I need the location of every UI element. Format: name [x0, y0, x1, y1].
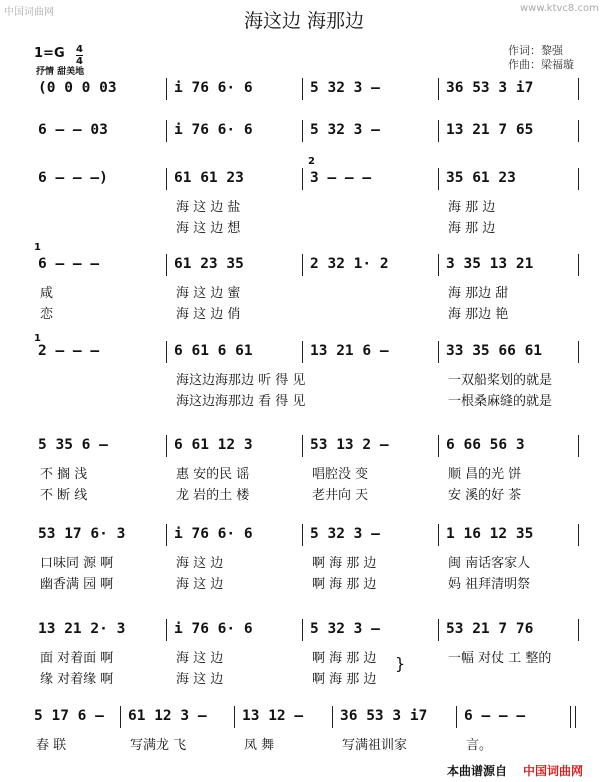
measure-notes: 53 21 7 76: [446, 621, 534, 637]
lyric-line: 海这边海那边 听 得 见: [176, 373, 306, 388]
measure-notes: 6 – – –: [464, 708, 526, 724]
bar-line: [438, 341, 439, 363]
lyric-line: 海 这 边 俏: [176, 307, 241, 322]
measure-notes: 1 16 12 35: [446, 526, 534, 542]
measure-notes: 5 32 3 –: [310, 526, 380, 542]
lyric-line: 凤 舞: [244, 738, 275, 753]
bar-line: [456, 706, 457, 728]
measure-notes: 13 12 –: [242, 708, 304, 724]
lyric-line: 恋: [40, 307, 54, 322]
watermark-right: www.ktvc8.com: [520, 3, 599, 14]
bar-line: [438, 619, 439, 641]
measure-notes: 61 12 3 –: [128, 708, 207, 724]
footer-site[interactable]: 中国词曲网: [523, 764, 584, 778]
measure-notes: 5 17 6 –: [34, 708, 104, 724]
measure-notes: 5 32 3 –: [310, 122, 380, 138]
bar-line: [302, 120, 303, 142]
measure-notes: 3 – – –: [310, 170, 372, 186]
lyric-line: 缘 对着缘 啊: [40, 672, 114, 687]
measure-notes: 6 66 56 3: [446, 437, 525, 453]
lyric-line: 惠 安的民 谣: [176, 467, 250, 482]
watermark-left: 中国词曲网: [4, 7, 54, 18]
bar-line: [302, 341, 303, 363]
bar-line: [166, 435, 167, 457]
lyric-line: 面 对着面 啊: [40, 651, 114, 666]
bar-line: [302, 619, 303, 641]
row-end-bar: [578, 254, 579, 276]
bar-line: [438, 524, 439, 546]
lyric-line: 海 那 边: [448, 200, 496, 215]
bar-line: [302, 168, 303, 190]
measure-notes: 61 23 35: [174, 256, 244, 272]
lyric-line: 海 这 边: [176, 556, 224, 571]
measure-notes: 53 13 2 –: [310, 437, 389, 453]
lyric-line: 写满龙 飞: [130, 738, 187, 753]
lyric-line: 海 那边 甜: [448, 286, 509, 301]
row-end-bar: [578, 78, 579, 100]
measure-notes: 35 61 23: [446, 170, 516, 186]
bar-line: [302, 435, 303, 457]
footer-source: 本曲谱源自: [447, 764, 508, 778]
measure-notes: 2 – – –: [38, 343, 100, 359]
volta-second: 2: [308, 156, 315, 167]
bar-line: [438, 254, 439, 276]
lyric-line: 口味同 源 啊: [40, 556, 114, 571]
final-repeat-bar: [570, 706, 576, 728]
lyric-line: 啊 海 那 边: [312, 672, 377, 687]
measure-notes: 6 – – –: [38, 256, 100, 272]
measure-notes: 13 21 2· 3: [38, 621, 126, 637]
bar-line: [166, 254, 167, 276]
lyric-line: 不 断 线: [40, 488, 88, 503]
lyric-line: 春 联: [36, 738, 67, 753]
measure-notes: i 76 6· 6: [174, 80, 253, 96]
measure-notes: 6 61 6 61: [174, 343, 253, 359]
bar-line: [438, 435, 439, 457]
lyric-line: 海 这 边: [176, 577, 224, 592]
measure-notes: i 76 6· 6: [174, 621, 253, 637]
bar-line: [120, 706, 121, 728]
measure-notes: 3 35 13 21: [446, 256, 534, 272]
lyric-line: 言。: [466, 738, 493, 753]
bar-line: [438, 168, 439, 190]
lyric-line: 海 那 边: [448, 221, 496, 236]
lyric-line: 啊 海 那 边: [312, 651, 377, 666]
row-end-bar: [578, 524, 579, 546]
bar-line: [438, 120, 439, 142]
row-end-bar: [578, 619, 579, 641]
measure-notes: (0 0 0 03: [38, 80, 117, 96]
time-signature-bottom: 4: [76, 56, 83, 67]
bar-line: [332, 706, 333, 728]
bar-line: [438, 78, 439, 100]
volta-first: 1: [34, 242, 41, 253]
measure-notes: 53 17 6· 3: [38, 526, 126, 542]
lyric-line: 不 搁 浅: [40, 467, 88, 482]
bar-line: [166, 524, 167, 546]
measure-notes: 13 21 7 65: [446, 122, 534, 138]
row-end-bar: [578, 168, 579, 190]
lyric-line: 海 这 边: [176, 672, 224, 687]
lyric-line: 老井向 天: [312, 488, 369, 503]
lyric-line: 龙 岩的土 楼: [176, 488, 250, 503]
measure-notes: 61 61 23: [174, 170, 244, 186]
measure-notes: 6 – – –): [38, 170, 108, 186]
lyric-line: 妈 祖拜清明祭: [448, 577, 531, 592]
measure-notes: 36 53 3 i7: [340, 708, 428, 724]
key-signature: 1=G: [34, 46, 65, 61]
lyricist-credit: 作词：黎强: [508, 44, 563, 57]
lyric-line: 唱腔没 变: [312, 467, 369, 482]
measure-notes: 2 32 1· 2: [310, 256, 389, 272]
row-end-bar: [578, 120, 579, 142]
composer-credit: 作曲：梁福璇: [508, 58, 574, 71]
measure-notes: 13 21 6 –: [310, 343, 389, 359]
bar-line: [166, 120, 167, 142]
measure-notes: 6 61 12 3: [174, 437, 253, 453]
lyric-line: 闽 南话客家人: [448, 556, 531, 571]
time-signature-top: 4: [76, 44, 83, 55]
bar-line: [166, 78, 167, 100]
bar-line: [234, 706, 235, 728]
lyric-line: 海 这 边 蜜: [176, 286, 241, 301]
measure-notes: 6 – – 03: [38, 122, 108, 138]
bar-line: [166, 341, 167, 363]
measure-notes: 5 32 3 –: [310, 80, 380, 96]
tempo-marking: 抒情 甜美地: [36, 67, 85, 77]
lyric-line: 一幅 对仗 工 整的: [448, 651, 552, 666]
lyric-line: 海 那边 艳: [448, 307, 509, 322]
volta-first-repeat: 1: [34, 333, 41, 344]
lyric-line: 海 这 边 盐: [176, 200, 241, 215]
lyric-line: 安 溪的好 茶: [448, 488, 522, 503]
lyric-line: 海 这 边 想: [176, 221, 241, 236]
lyric-line: 啊 海 那 边: [312, 556, 377, 571]
lyric-line: 写满祖训家: [342, 738, 408, 753]
lyric-line: 咸: [40, 286, 54, 301]
lyric-line: 啊 海 那 边: [312, 577, 377, 592]
measure-notes: i 76 6· 6: [174, 122, 253, 138]
measure-notes: 5 35 6 –: [38, 437, 108, 453]
measure-notes: 33 35 66 61: [446, 343, 543, 359]
lyric-line: 一双船桨划的就是: [448, 373, 553, 388]
lyric-brace: }: [395, 654, 406, 673]
bar-line: [302, 524, 303, 546]
bar-line: [166, 619, 167, 641]
measure-notes: 5 32 3 –: [310, 621, 380, 637]
bar-line: [302, 254, 303, 276]
lyric-line: 一根桑麻缝的就是: [448, 394, 553, 409]
measure-notes: 36 53 3 i7: [446, 80, 534, 96]
lyric-line: 海 这 边: [176, 651, 224, 666]
lyric-line: 幽香满 园 啊: [40, 577, 114, 592]
row-end-bar: [578, 435, 579, 457]
bar-line: [302, 78, 303, 100]
lyric-line: 顺 昌的光 饼: [448, 467, 522, 482]
measure-notes: i 76 6· 6: [174, 526, 253, 542]
lyric-line: 海这边海那边 看 得 见: [176, 394, 306, 409]
song-title: 海这边 海那边: [243, 10, 365, 32]
row-end-bar: [578, 341, 579, 363]
bar-line: [166, 168, 167, 190]
